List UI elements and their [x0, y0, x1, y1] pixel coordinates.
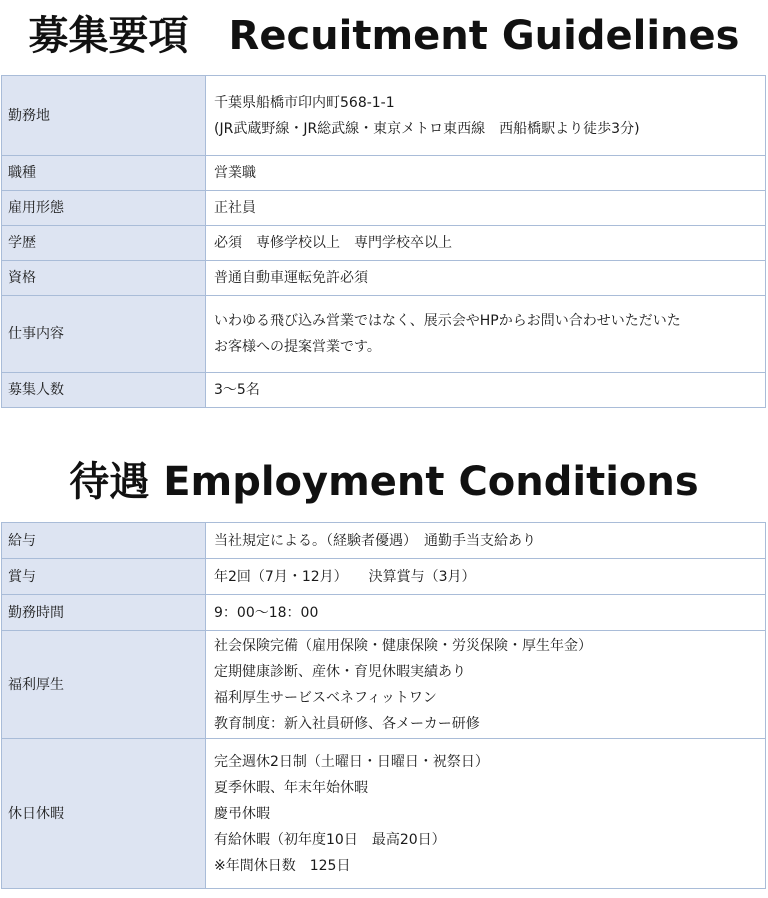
value-line: 当社規定による。（経験者優遇） 通勤手当支給あり: [214, 532, 536, 549]
value-line: お客様への提案営業です。: [214, 339, 381, 355]
value-line: (JR武蔵野線・JR総武線・東京メトロ東西線 西船橋駅より徒歩3分): [214, 120, 640, 137]
value-line: 正社員: [214, 200, 256, 216]
value-line: いわゆる飛び込み営業ではなく、展示会やHPからお問い合わせいただいた: [214, 313, 681, 329]
value-line: 定期健康診断、産休・育児休暇実績あり: [214, 663, 466, 680]
row-value: [206, 739, 766, 889]
table-row: [2, 191, 766, 226]
table-row: [2, 595, 766, 631]
row-value: [206, 76, 766, 156]
conditions-table: [1, 522, 766, 889]
value-line: 夏季休暇、年末年始休暇: [214, 779, 368, 796]
value-line: 3～5名: [214, 382, 260, 398]
value-line: ※年間休日数 125日: [214, 857, 351, 874]
row-label: 勤務地: [2, 76, 206, 156]
table-row: [2, 559, 766, 595]
row-value: [206, 226, 766, 261]
value-line: 普通自動車運転免許必須: [214, 270, 368, 286]
value-line: 社会保険完備（雇用保険・健康保険・労災保険・厚生年金）: [214, 637, 592, 654]
value-line: 9：00～18：00: [214, 604, 319, 621]
table-row: [2, 373, 766, 408]
table-row: [2, 296, 766, 373]
row-value: [206, 156, 766, 191]
row-value: [206, 523, 766, 559]
conditions-title: 待遇 Employment Conditions: [69, 459, 699, 505]
value-line: 年2回（7月・12月） 決算賞与（3月）: [214, 568, 476, 585]
recruitment-title: 募集要項 Recuitment Guidelines: [28, 13, 740, 59]
row-value: [206, 261, 766, 296]
value-line: 慶弔休暇: [214, 805, 270, 822]
value-line: 有給休暇（初年度10日 最高20日）: [214, 831, 446, 848]
row-label: 雇用形態: [2, 191, 206, 226]
row-label: 仕事内容: [2, 296, 206, 373]
row-value: [206, 296, 766, 373]
row-label: 資格: [2, 261, 206, 296]
table-row: [2, 261, 766, 296]
table-row: [2, 156, 766, 191]
row-value: [206, 191, 766, 226]
row-label: 勤務時間: [2, 595, 206, 631]
value-line: 福利厚生サービスベネフィットワン: [214, 689, 437, 706]
row-value: [206, 595, 766, 631]
row-label: 福利厚生: [2, 631, 206, 739]
value-line: 千葉県船橋市印内町568-1-1: [214, 94, 395, 111]
value-line: 営業職: [214, 165, 256, 181]
row-label: 募集人数: [2, 373, 206, 408]
table-row: [2, 76, 766, 156]
row-value: [206, 631, 766, 739]
value-line: 完全週休2日制（土曜日・日曜日・祝祭日）: [214, 753, 489, 770]
row-label: 賞与: [2, 559, 206, 595]
row-label: 休日休暇: [2, 739, 206, 889]
recruitment-table: [1, 75, 766, 408]
row-label: 学歴: [2, 226, 206, 261]
value-line: 教育制度：新入社員研修、各メーカー研修: [214, 715, 480, 732]
table-row: [2, 226, 766, 261]
table-row: [2, 739, 766, 889]
row-label: 職種: [2, 156, 206, 191]
row-label: 給与: [2, 523, 206, 559]
value-line: 必須 専修学校以上 専門学校卒以上: [214, 235, 452, 251]
table-row: [2, 523, 766, 559]
row-value: [206, 559, 766, 595]
row-value: [206, 373, 766, 408]
table-row: [2, 631, 766, 739]
